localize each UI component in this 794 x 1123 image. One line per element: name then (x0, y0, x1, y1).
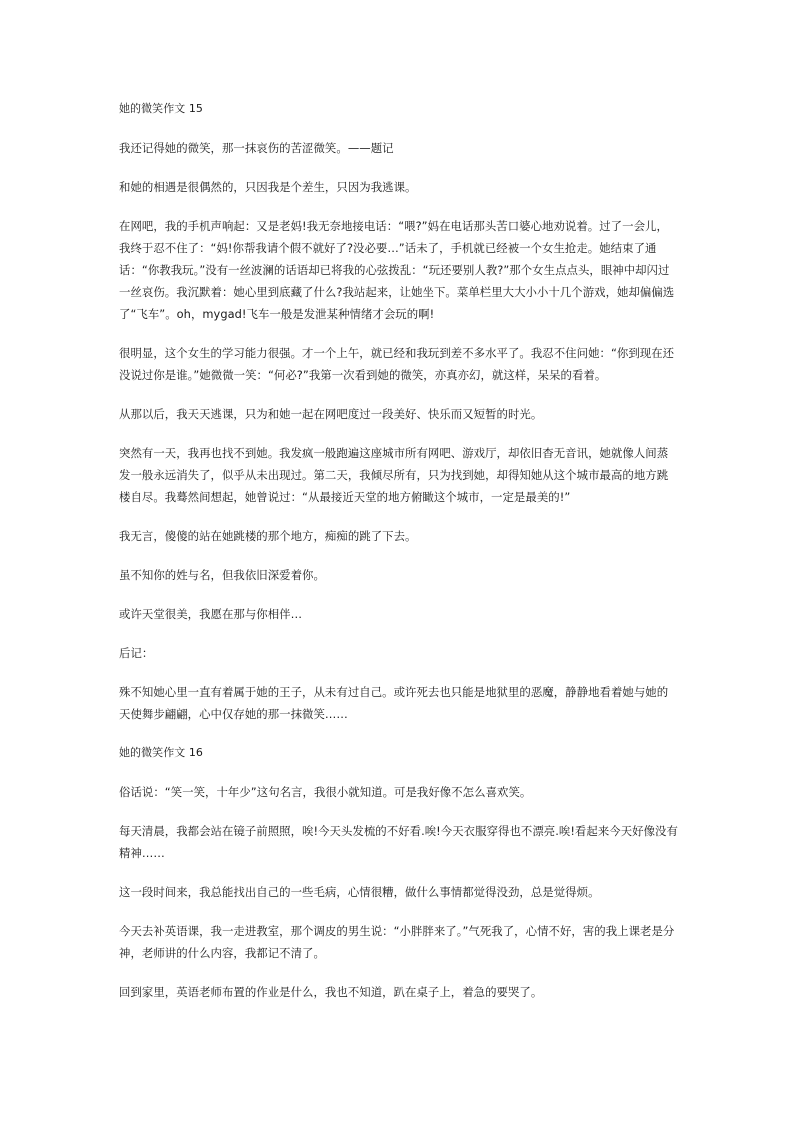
paragraph-gap (119, 325, 679, 342)
paragraph-gap (119, 625, 679, 642)
paragraph-postscript-label: 后记： (119, 646, 154, 660)
paragraph: 很明显，这个女生的学习能力很强。才一个上午，就已经和我玩到差不多水平了。我忍不住问她：“你到现在还没说过你是谁。”她微微一笑：“何必?”我第一次看到她的微笑，亦真亦幻，就这样，呆呆的看着。 (119, 346, 675, 382)
paragraph-gap (119, 803, 679, 820)
paragraph-gap (119, 386, 679, 403)
paragraph: 殊不知她心里一直有着属于她的王子，从未有过自己。或许死去也只能是地狱里的恶魔，静静地看着她与她的天使舞步翩翩，心中仅存她的那一抹微笑…… (119, 685, 669, 721)
paragraph-gap (119, 547, 679, 564)
paragraph-gap (119, 425, 679, 442)
paragraph-gap (119, 198, 679, 215)
paragraph-gap (119, 964, 679, 981)
paragraph-gap (119, 159, 679, 176)
paragraph-gap (119, 120, 679, 137)
paragraph: 每天清晨，我都会站在镜子前照照，唉!今天头发梳的不好看.唉!今天衣服穿得也不漂亮.唉!看起来今天好像没有精神…… (119, 824, 678, 860)
paragraph-gap (119, 903, 679, 920)
essay-title-15: 她的微笑作文 15 (119, 102, 203, 115)
paragraph: 或许天堂很美，我愿在那与你相伴… (119, 607, 303, 621)
paragraph: 从那以后，我天天逃课，只为和她一起在网吧度过一段美好、快乐而又短暂的时光。 (119, 407, 543, 421)
paragraph-gap (119, 508, 679, 525)
document-page (119, 98, 679, 1003)
paragraph-gap (119, 864, 679, 881)
paragraph: 俗话说：“笑一笑，十年少”这句名言，我很小就知道。可是我好像不怎么喜欢笑。 (119, 785, 532, 799)
paragraph: 和她的相遇是很偶然的，只因我是个差生，只因为我逃课。 (119, 180, 417, 194)
paragraph: 在网吧，我的手机声响起：又是老妈!我无奈地接电话：“喂?”妈在电话那头苦口婆心地劝说着。过了一会儿，我终于忍不住了：“妈!你帮我请个假不就好了?没必要…”话未了，手机就已经被一个女生抢走。她结束了通话：“你教我玩。”没有一丝波澜的话语却已将我的心弦拨乱：“玩还要别人教?”那个女生点点头，眼神中却闪过一丝哀伤。我沉默着：她心里到底藏了什么?我站起来，让她坐下。菜单栏里大大小小十几个游戏，她却偏偏选了“飞车”。oh，mygad!飞车一般是发泄某种情绪才会玩的啊! (119, 219, 675, 321)
paragraph: 回到家里，英语老师布置的作业是什么，我也不知道，趴在桌子上，着急的要哭了。 (119, 985, 543, 999)
paragraph-epigraph: 我还记得她的微笑，那一抹哀伤的苦涩微笑。——题记 (119, 141, 394, 155)
paragraph-gap (119, 725, 679, 742)
paragraph: 突然有一天，我再也找不到她。我发疯一般跑遍这座城市所有网吧、游戏厅，却依旧杳无音讯，她就像人间蒸发一般永远消失了，似乎从未出现过。第二天，我倾尽所有，只为找到她，却得知她从这个城市最高的地方跳楼自尽。我蓦然间想起，她曾说过：“从最接近天堂的地方俯瞰这个城市，一定是最美的!” (119, 446, 669, 504)
paragraph: 虽不知你的姓与名，但我依旧深爱着你。 (119, 568, 325, 582)
paragraph: 我无言，傻傻的站在她跳楼的那个地方，痴痴的跳了下去。 (119, 529, 417, 543)
paragraph-gap (119, 764, 679, 781)
paragraph: 这一段时间来，我总能找出自己的一些毛病，心情很糟，做什么事情都觉得没劲，总是觉得烦。 (119, 885, 600, 899)
essay-title-16: 她的微笑作文 16 (119, 746, 203, 759)
paragraph-gap (119, 586, 679, 603)
paragraph-gap (119, 664, 679, 681)
paragraph: 今天去补英语课，我一走进教室，那个调皮的男生说：“小胖胖来了。”气死我了，心情不好，害的我上课老是分神，老师讲的什么内容，我都记不清了。 (119, 924, 675, 960)
